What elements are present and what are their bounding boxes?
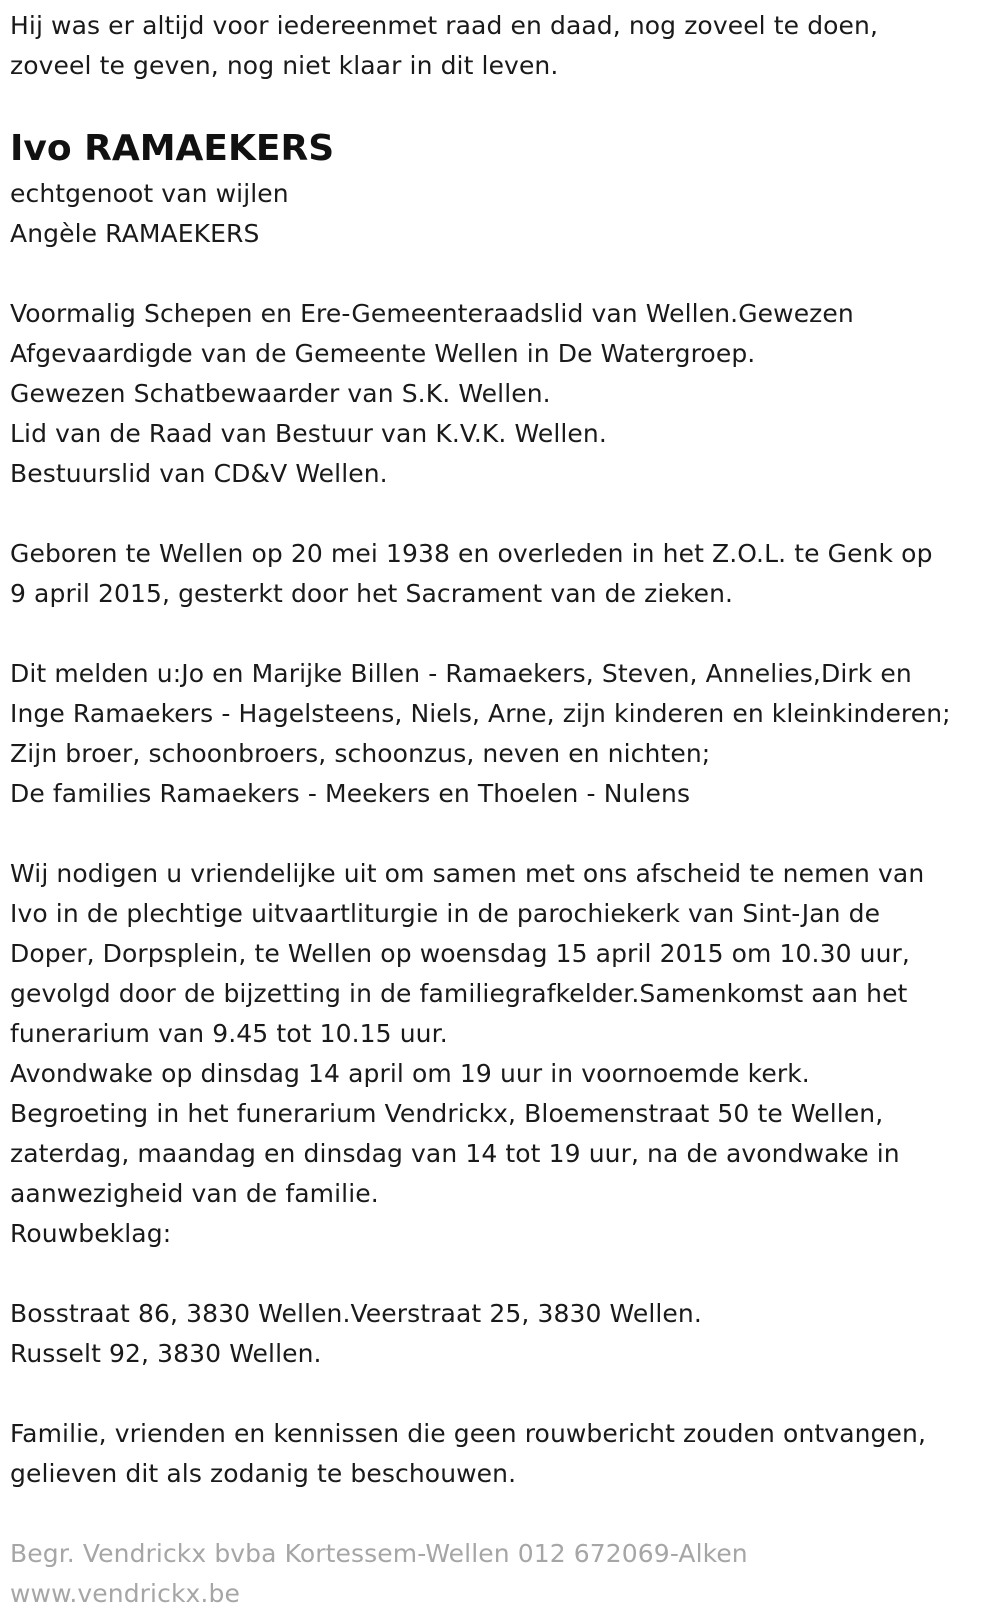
- invitation-line: Ivo in de plechtige uitvaartliturgie in de parochiekerk van Sint-Jan de: [10, 899, 881, 928]
- invitation-line: Avondwake op dinsdag 14 april om 19 uur in voornoemde kerk.: [10, 1059, 810, 1088]
- birth-death-line: 9 april 2015, gesterkt door het Sacrament van de zieken.: [10, 579, 734, 608]
- invitation-line: Wij nodigen u vriendelijke uit om samen met ons afscheid te nemen van: [10, 859, 925, 888]
- family-block: [10, 654, 990, 814]
- functions-block: [10, 294, 990, 494]
- funeral-home-website: www.vendrickx.be: [10, 1579, 240, 1608]
- function-line: Lid van de Raad van Bestuur van K.V.K. Wellen.: [10, 419, 607, 448]
- birth-death-line: Geboren te Wellen op 20 mei 1938 en overleden in het Z.O.L. te Genk op: [10, 539, 933, 568]
- family-line: De families Ramaekers - Meekers en Thoelen - Nulens: [10, 779, 691, 808]
- invitation-line: funerarium van 9.45 tot 10.15 uur.: [10, 1019, 448, 1048]
- deceased-name: Ivo RAMAEKERS: [10, 128, 335, 169]
- invitation-block: [10, 854, 990, 1254]
- function-line: Bestuurslid van CD&V Wellen.: [10, 459, 388, 488]
- invitation-line: gevolgd door de bijzetting in de familiegrafkelder.Samenkomst aan het: [10, 979, 908, 1008]
- motto-block: [10, 6, 990, 86]
- address-line: Bosstraat 86, 3830 Wellen.Veerstraat 25, 3830 Wellen.: [10, 1299, 702, 1328]
- condolence-label: Rouwbeklag:: [10, 1219, 172, 1248]
- invitation-line: aanwezigheid van de familie.: [10, 1179, 379, 1208]
- closing-block: [10, 1414, 990, 1494]
- spouse-name: Angèle RAMAEKERS: [10, 219, 260, 248]
- relation-line: echtgenoot van wijlen: [10, 179, 289, 208]
- funeral-home-footer: [10, 1534, 990, 1614]
- closing-line: gelieven dit als zodanig te beschouwen.: [10, 1459, 517, 1488]
- function-line: Afgevaardigde van de Gemeente Wellen in De Watergroep.: [10, 339, 756, 368]
- family-line: Inge Ramaekers - Hagelsteens, Niels, Arne, zijn kinderen en kleinkinderen;: [10, 699, 951, 728]
- motto-line: zoveel te geven, nog niet klaar in dit leven.: [10, 51, 559, 80]
- function-line: Gewezen Schatbewaarder van S.K. Wellen.: [10, 379, 551, 408]
- address-line: Russelt 92, 3830 Wellen.: [10, 1339, 322, 1368]
- addresses-block: [10, 1294, 990, 1374]
- closing-line: Familie, vrienden en kennissen die geen rouwbericht zouden ontvangen,: [10, 1419, 926, 1448]
- birth-death-block: [10, 534, 990, 614]
- function-line: Voormalig Schepen en Ere-Gemeenteraadslid van Wellen.Gewezen: [10, 299, 854, 328]
- motto-line: Hij was er altijd voor iedereenmet raad en daad, nog zoveel te doen,: [10, 11, 879, 40]
- funeral-home-info: Begr. Vendrickx bvba Kortessem-Wellen 012 672069-Alken: [10, 1539, 748, 1568]
- invitation-line: Doper, Dorpsplein, te Wellen op woensdag 15 april 2015 om 10.30 uur,: [10, 939, 910, 968]
- relation-block: [10, 174, 990, 254]
- family-line: Zijn broer, schoonbroers, schoonzus, neven en nichten;: [10, 739, 711, 768]
- invitation-line: Begroeting in het funerarium Vendrickx, Bloemenstraat 50 te Wellen,: [10, 1099, 884, 1128]
- family-line: Dit melden u:Jo en Marijke Billen - Ramaekers, Steven, Annelies,Dirk en: [10, 659, 912, 688]
- invitation-line: zaterdag, maandag en dinsdag van 14 tot 19 uur, na de avondwake in: [10, 1139, 900, 1168]
